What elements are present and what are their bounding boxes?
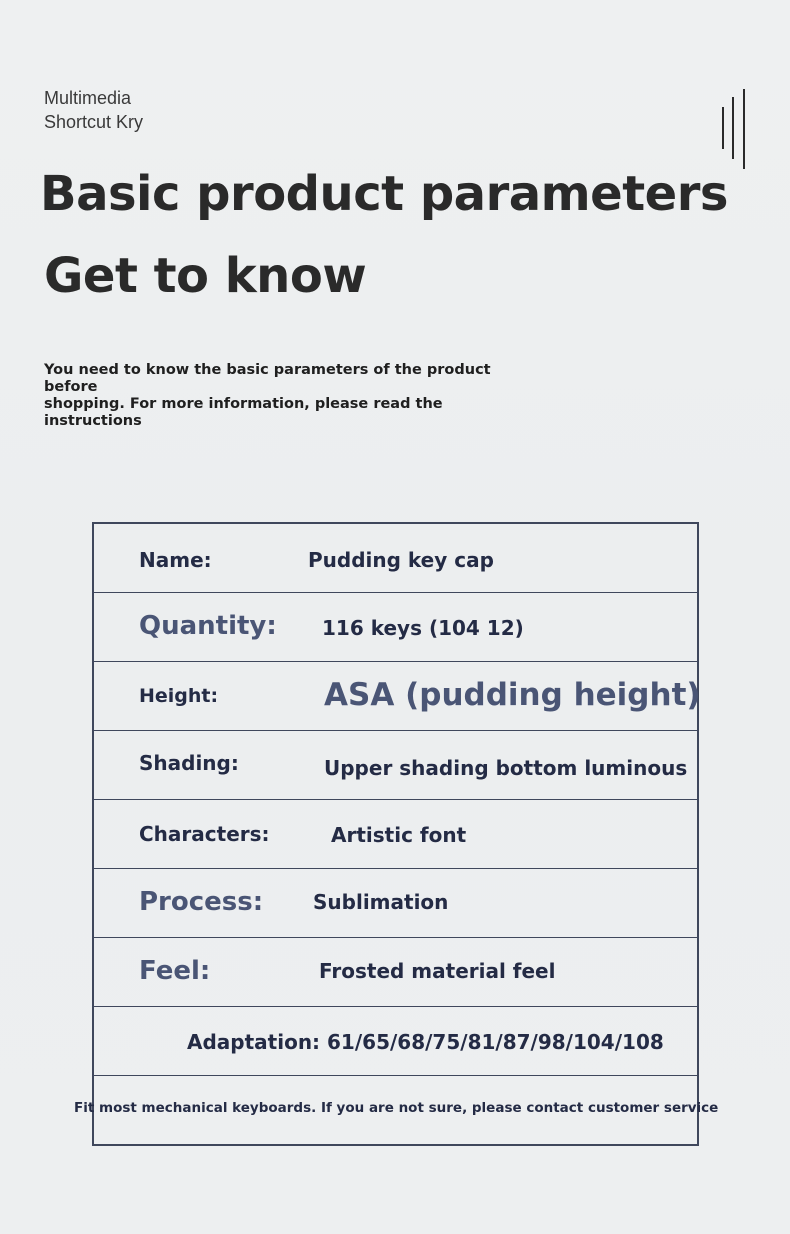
row-value: ASA (pudding height)	[324, 677, 701, 713]
intro-text	[44, 362, 544, 430]
table-row-feel	[94, 938, 697, 1007]
row-label: Feel:	[139, 956, 211, 986]
row-label: Name:	[139, 548, 212, 572]
row-label: Characters:	[139, 822, 270, 846]
page-title: Basic product parameters	[40, 166, 728, 222]
table-row-quantity	[94, 593, 697, 662]
table-row-shading	[94, 731, 697, 800]
table-row-name	[94, 524, 697, 593]
row-value: Pudding key cap	[308, 548, 494, 572]
adaptation-text: Adaptation: 61/65/68/75/81/87/98/104/108	[187, 1030, 664, 1054]
intro-line-2: shopping. For more information, please read the instructions	[44, 396, 443, 429]
footer-note: Fit most mechanical keyboards. If you are not sure, please contact customer service	[74, 1100, 719, 1116]
three-vertical-bars-icon	[722, 89, 748, 169]
subtitle-line-2: Shortcut Kry	[44, 112, 144, 132]
row-value: Frosted material feel	[319, 959, 556, 983]
table-row-adaptation	[94, 1007, 697, 1076]
subtitle	[44, 86, 143, 134]
row-value: Sublimation	[313, 890, 449, 914]
row-label: Height:	[139, 685, 219, 707]
subtitle-line-1: Multimedia	[44, 88, 132, 108]
intro-line-1: You need to know the basic parameters of the product before	[44, 362, 491, 395]
row-label: Shading:	[139, 751, 239, 775]
row-value: 116 keys (104 12)	[322, 616, 524, 640]
table-row-height	[94, 662, 701, 731]
table-row-characters	[94, 800, 697, 869]
row-label: Process:	[139, 887, 264, 917]
parameters-table	[74, 522, 719, 1146]
row-value: Artistic font	[331, 823, 467, 847]
table-row-footer	[74, 1076, 719, 1144]
page-heading: Get to know	[44, 248, 367, 304]
row-value: Upper shading bottom luminous	[324, 756, 688, 780]
row-label: Quantity:	[139, 611, 277, 641]
table-row-process	[94, 869, 697, 938]
